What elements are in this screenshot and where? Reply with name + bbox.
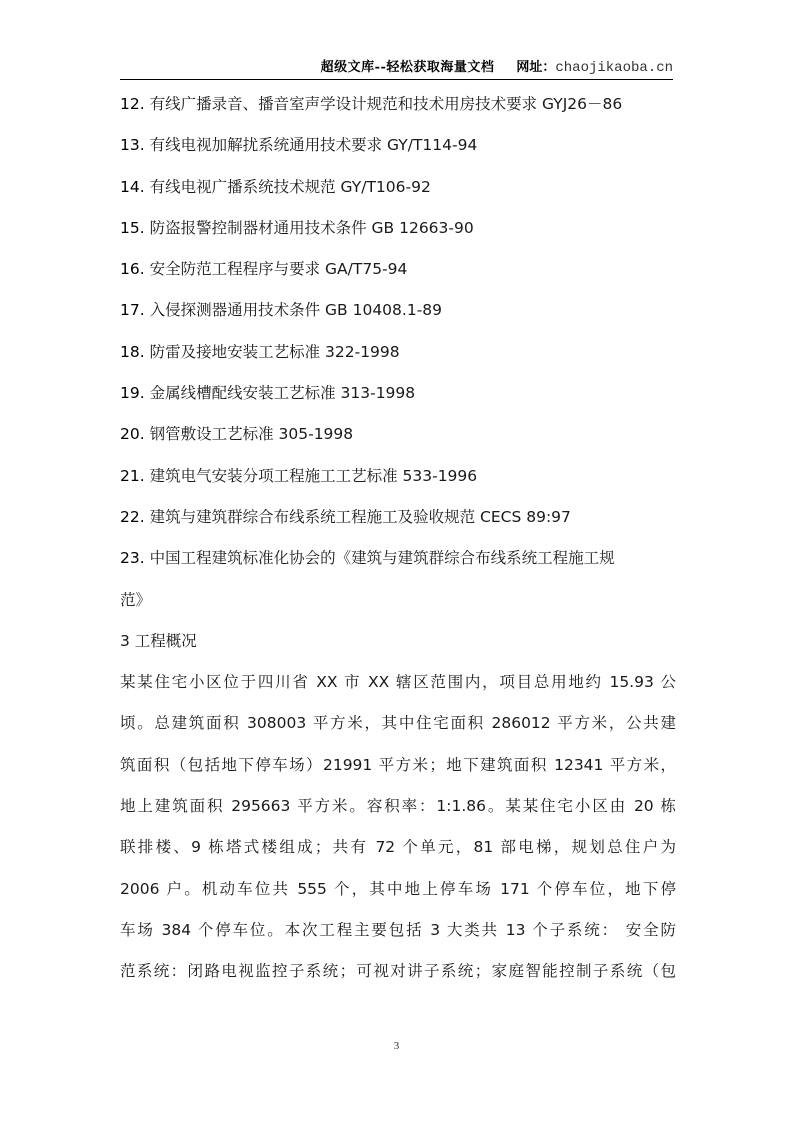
reference-text: 有线电视广播系统技术规范 GY/T106-92: [149, 177, 431, 196]
reference-item-21: [120, 462, 676, 503]
reference-number: 21.: [120, 466, 145, 485]
reference-number: 15.: [120, 218, 145, 237]
reference-item-17: [120, 296, 676, 337]
paragraph-line: 2006 户。机动车位共 555 个，其中地上停车场 171 个停车位，地下停: [120, 879, 676, 898]
reference-item-19: [120, 379, 676, 420]
header-url-label: 网址：: [516, 60, 556, 75]
reference-text: 钢管敷设工艺标准 305-1998: [149, 425, 354, 444]
paragraph-line: 筑面积（包括地下停车场）21991 平方米；地下建筑面积 12341 平方米，: [120, 755, 676, 774]
reference-item-18: [120, 338, 676, 379]
paragraph-line: 联排楼、9 栋塔式楼组成；共有 72 个单元，81 部电梯，规划总住户为: [120, 838, 676, 857]
paragraph-line: 范系统：闭路电视监控子系统；可视对讲子系统；家庭智能控制子系统（包: [120, 962, 676, 981]
header-url: chaojikaoba.cn: [555, 60, 673, 76]
reference-number: 20.: [120, 425, 145, 444]
header-divider: [120, 79, 673, 80]
section-heading: 3 工程概况: [120, 631, 197, 650]
header-site-name: 超级文库--轻松获取海量文档: [320, 60, 495, 75]
reference-text: 入侵探测器通用技术条件 GB 10408.1-89: [149, 301, 443, 320]
reference-number: 19.: [120, 384, 145, 403]
reference-item-16: [120, 255, 676, 296]
reference-number: 13.: [120, 136, 145, 155]
reference-text: 有线广播录音、播音室声学设计规范和技术用房技术要求 GYJ26－86: [149, 95, 623, 113]
reference-number: 18.: [120, 342, 145, 361]
reference-item-20: [120, 420, 676, 461]
reference-text: 安全防范工程程序与要求 GA/T75-94: [149, 260, 408, 279]
reference-number: 23.: [120, 549, 145, 568]
reference-number: 14.: [120, 177, 145, 196]
page-number: 3: [393, 1040, 400, 1052]
reference-number: 17.: [120, 301, 145, 320]
reference-item-22: [120, 503, 676, 544]
reference-item-13: [120, 131, 676, 172]
reference-text: 中国工程建筑标准化协会的《建筑与建筑群综合布线系统工程施工规: [149, 549, 615, 568]
paragraph-line: 某某住宅小区位于四川省 XX 市 XX 辖区范围内，项目总用地约 15.93 公: [120, 673, 676, 692]
reference-number: 22.: [120, 507, 145, 526]
reference-text: 建筑电气安装分项工程施工工艺标准 533-1996: [149, 466, 478, 485]
reference-text: 防雷及接地安装工艺标准 322-1998: [149, 342, 400, 361]
reference-item-14: [120, 173, 676, 214]
paragraph-line: 顷。总建筑面积 308003 平方米，其中住宅面积 286012 平方米，公共建: [120, 714, 676, 733]
reference-item-15: [120, 214, 676, 255]
page-header: [120, 56, 673, 78]
reference-number: 16.: [120, 260, 145, 279]
reference-item-12: [120, 90, 676, 131]
paragraph-line: 车场 384 个停车位。本次工程主要包括 3 大类共 13 个子系统： 安全防: [120, 920, 676, 939]
reference-text: 防盗报警控制器材通用技术条件 GB 12663-90: [149, 218, 474, 237]
paragraph-line: 地上建筑面积 295663 平方米。容积率：1:1.86。某某住宅小区由 20 栋: [120, 797, 676, 816]
reference-item-23-continuation: 范》: [120, 590, 152, 609]
document-body: [120, 90, 676, 999]
reference-text: 建筑与建筑群综合布线系统工程施工及验收规范 CECS 89:97: [149, 507, 571, 526]
reference-text: 金属线槽配线安装工艺标准 313-1998: [149, 384, 416, 403]
reference-text: 有线电视加解扰系统通用技术要求 GY/T114-94: [149, 136, 478, 155]
reference-number: 12.: [120, 95, 145, 113]
reference-item-23: [120, 544, 676, 585]
